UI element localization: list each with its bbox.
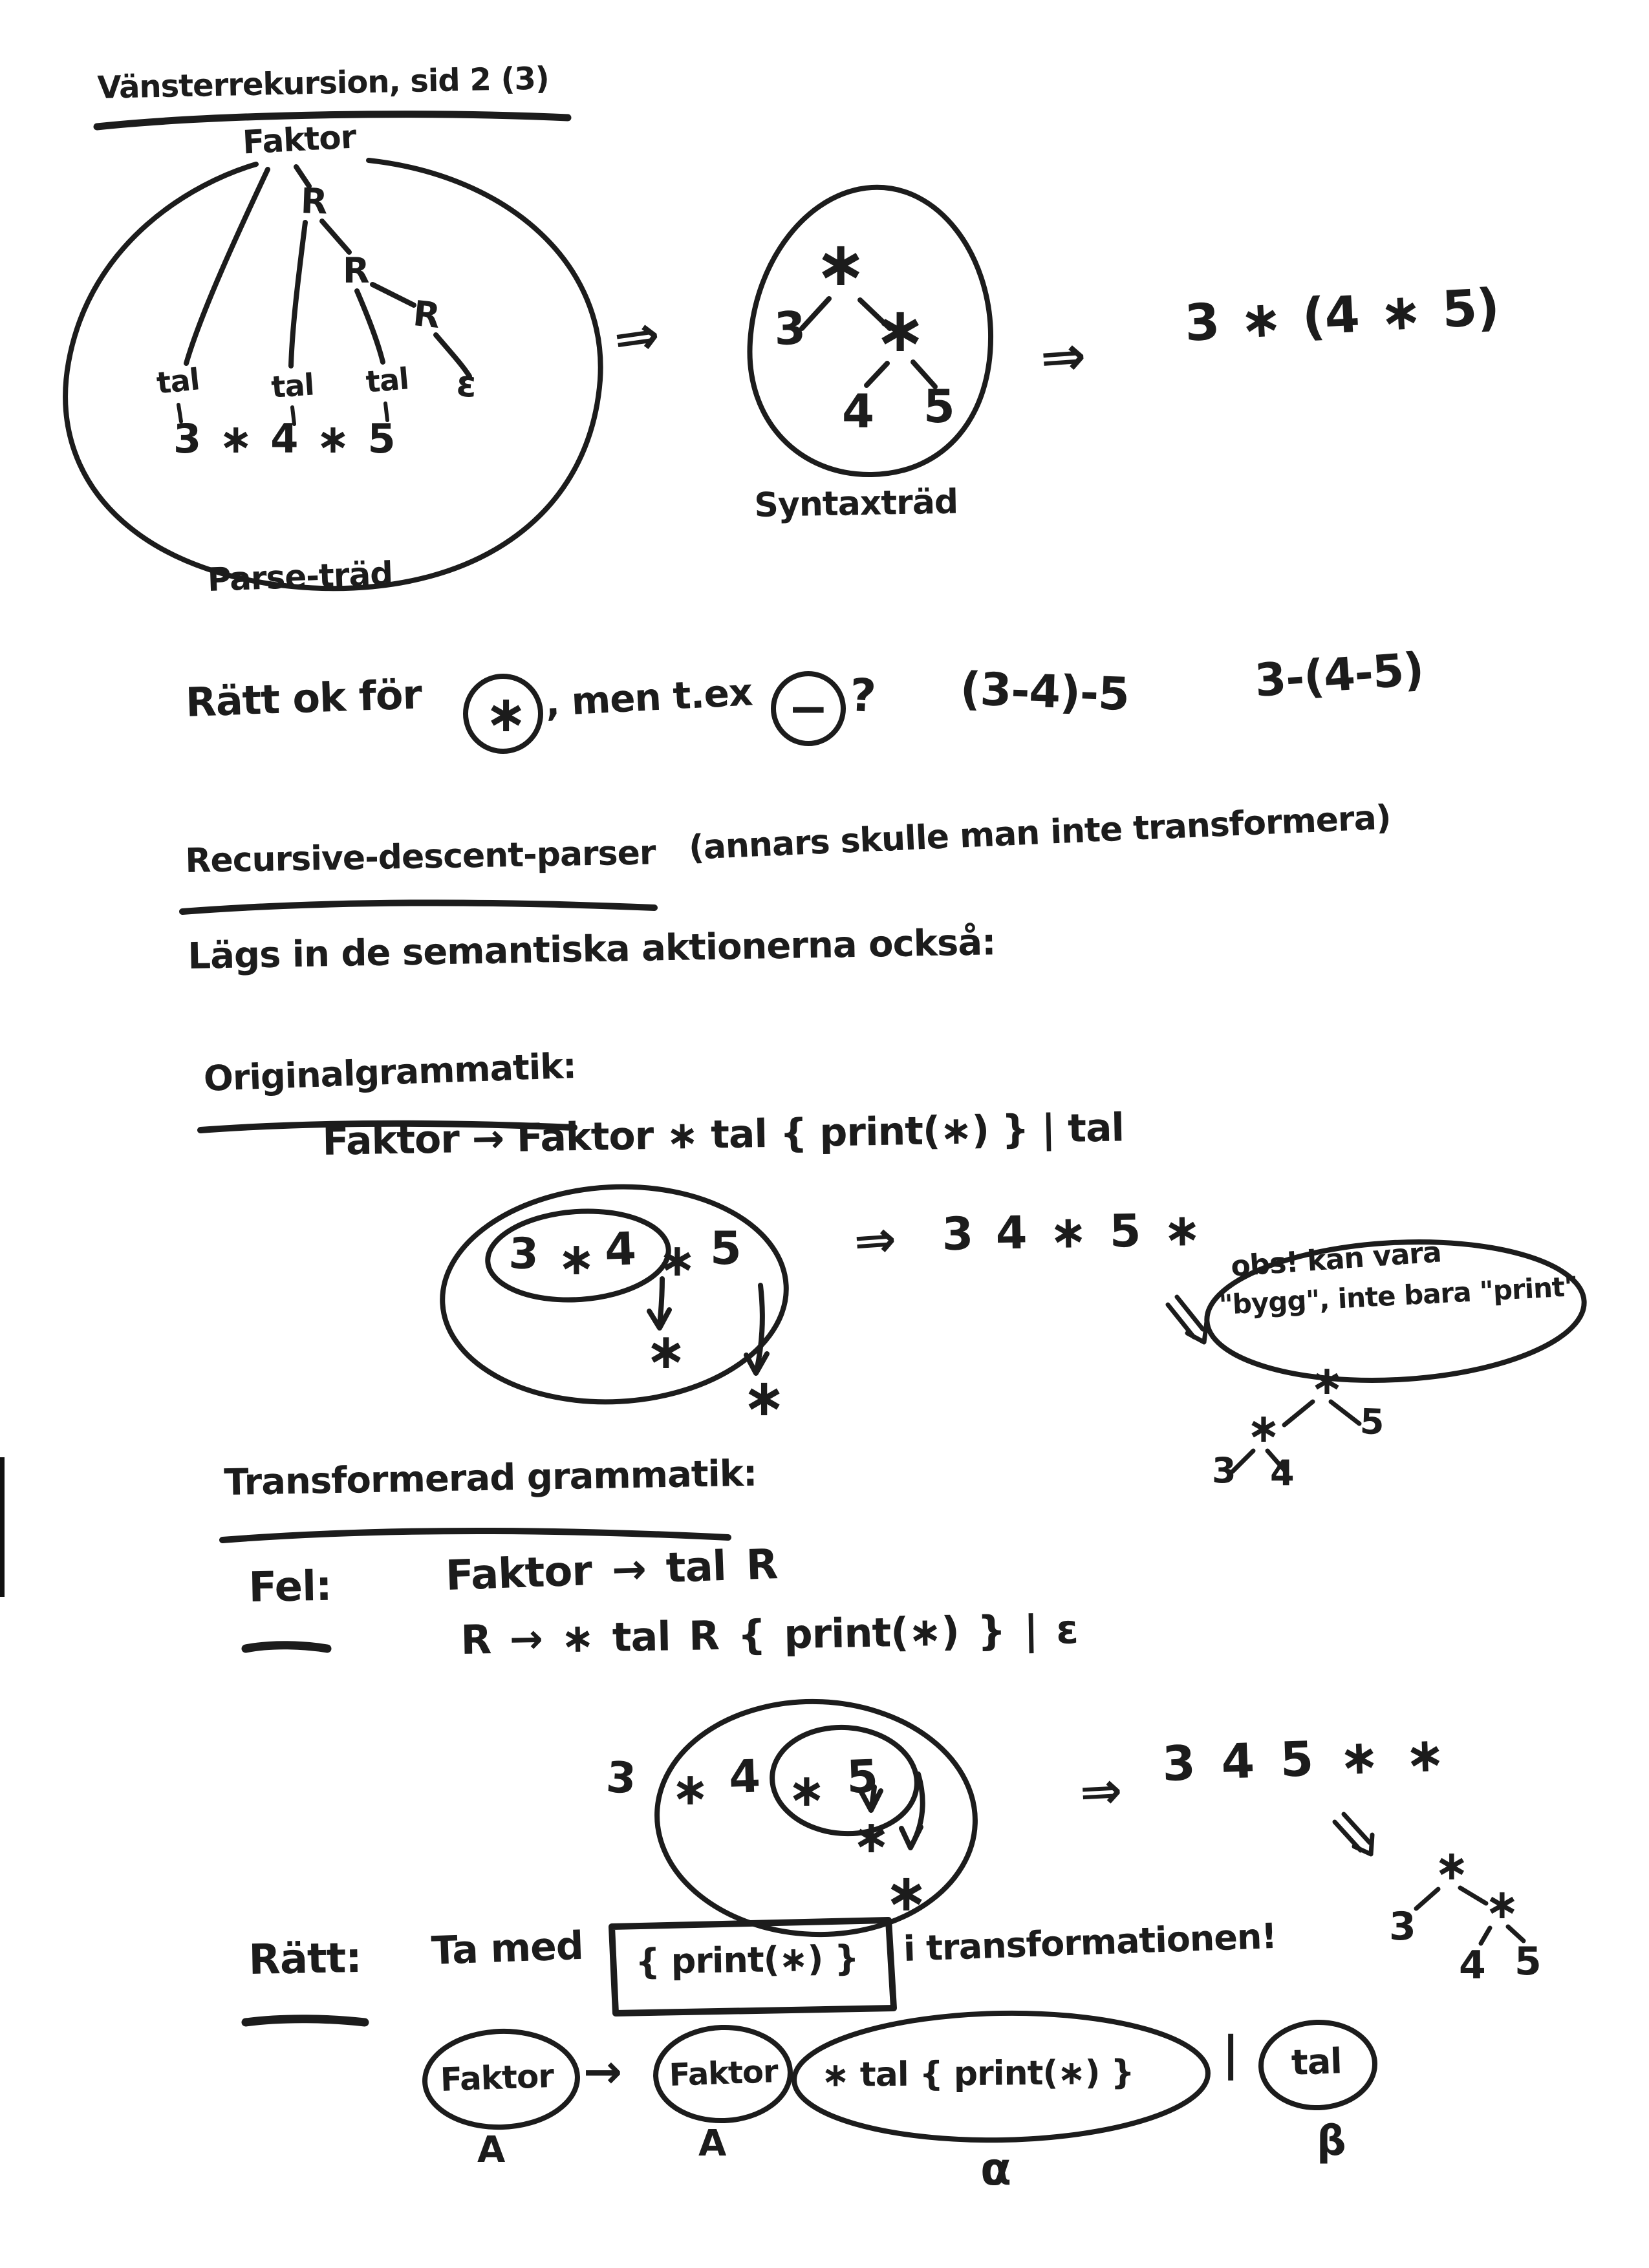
schema-label-alpha: α bbox=[980, 2143, 1011, 2196]
example1-result: 3 4 ∗ 5 ∗ bbox=[941, 1203, 1202, 1261]
example1-token-4: 4 bbox=[603, 1222, 637, 1276]
schema-rhs-head: Faktor bbox=[668, 2053, 779, 2093]
wrong-rule-2: R → ∗ tal R { print(∗) } | ε bbox=[460, 1605, 1079, 1664]
implies-arrow-4: ⇒ bbox=[1078, 1761, 1123, 1822]
parse-tree-drawing bbox=[65, 160, 601, 588]
transformed-grammar-heading: Transformerad grammatik: bbox=[223, 1452, 757, 1504]
parse-root-label: Faktor bbox=[237, 120, 361, 159]
example2-token-4: 4 bbox=[727, 1749, 761, 1804]
example1-dropped-star2: ∗ bbox=[742, 1367, 786, 1428]
parser-heading: Recursive-descent-parser bbox=[184, 833, 656, 881]
parse-r1-label: R bbox=[299, 180, 328, 222]
schema-lhs: Faktor bbox=[439, 2057, 554, 2099]
parser-line: Lägs in de semantiska aktionerna också: bbox=[187, 921, 997, 978]
bubble-tree-root-op: ∗ bbox=[1310, 1356, 1343, 1404]
page-title: Vänsterrekursion, sid 2 (3) bbox=[96, 60, 550, 106]
assoc-circled-star: ∗ bbox=[485, 685, 527, 744]
example2-token-5: 5 bbox=[845, 1749, 879, 1804]
parse-epsilon-label: ε bbox=[455, 363, 478, 406]
parse-tal3-label: tal bbox=[364, 361, 410, 400]
expression-result: 3 ∗ (4 ∗ 5) bbox=[1183, 278, 1501, 353]
parse-tal1-label: tal bbox=[155, 361, 201, 401]
correct-pre-text: Ta med bbox=[430, 1923, 584, 1974]
note-bubble-line2: "bygg", inte bara "print" bbox=[1218, 1270, 1579, 1321]
syntax-root-op: ∗ bbox=[815, 228, 867, 300]
example1-token-star2: ∗ bbox=[658, 1234, 696, 1287]
example1-dropped-star1: ∗ bbox=[645, 1322, 686, 1380]
original-grammar-heading: Originalgrammatik: bbox=[202, 1045, 577, 1099]
bubble-tree-leaf-5: 5 bbox=[1359, 1401, 1385, 1443]
example2-token-star1: ∗ bbox=[671, 1762, 709, 1815]
implies-arrow-1: ⇒ bbox=[610, 302, 663, 372]
note-bubble-line1: obs! kan vara bbox=[1229, 1236, 1443, 1283]
example2-token-3: 3 bbox=[605, 1752, 638, 1804]
example2-tree-leaf-5: 5 bbox=[1514, 1939, 1541, 1984]
wrong-rule-1: Faktor → tal R bbox=[444, 1541, 779, 1600]
correct-label: Rätt: bbox=[248, 1934, 362, 1984]
implies-arrow-2: ⇒ bbox=[1038, 323, 1088, 390]
schema-label-a2: A bbox=[698, 2123, 726, 2165]
schema-label-a1: A bbox=[477, 2129, 505, 2171]
syntax-tree-caption: Syntaxträd bbox=[753, 482, 958, 525]
original-grammar-rule: Faktor → Faktor ∗ tal { print(∗) } | tal bbox=[321, 1105, 1125, 1164]
parser-note: (annars skulle man inte transformera) bbox=[687, 798, 1392, 868]
bubble-tree-leaf-4: 4 bbox=[1270, 1453, 1294, 1493]
parse-tree-caption: Parse-träd bbox=[206, 555, 393, 599]
correct-post-text: i transformationen! bbox=[902, 1915, 1277, 1969]
syntax-left-leaf: 3 bbox=[773, 301, 806, 356]
example2-tree-right-op: ∗ bbox=[1485, 1881, 1519, 1929]
assoc-question-mark: ? bbox=[848, 669, 877, 723]
assoc-left-expr: (3-4)-5 bbox=[959, 662, 1130, 722]
example1-token-star1: ∗ bbox=[557, 1232, 595, 1285]
syntax-mid-left-leaf: 4 bbox=[842, 384, 874, 438]
parse-tal2-label: tal bbox=[270, 367, 316, 405]
example2-result: 3 4 5 ∗ ∗ bbox=[1161, 1726, 1446, 1792]
assoc-lead-text: Rätt ok för bbox=[184, 670, 423, 726]
example2-dropped-star1: ∗ bbox=[852, 1810, 890, 1863]
example2-token-star2: ∗ bbox=[788, 1764, 825, 1817]
implies-arrow-3: ⇒ bbox=[852, 1210, 898, 1271]
assoc-circled-minus: − bbox=[788, 679, 828, 737]
example2-tree-leaf-3: 3 bbox=[1389, 1904, 1416, 1949]
assoc-mid-text: , men t.ex bbox=[544, 670, 753, 725]
schema-label-beta: β bbox=[1317, 2117, 1346, 2165]
correct-boxed-action: { print(∗) } bbox=[634, 1937, 859, 1982]
assoc-right-expr: 3-(4-5) bbox=[1253, 642, 1425, 707]
bubble-tree-left-op: ∗ bbox=[1247, 1404, 1280, 1451]
example2-tree-leaf-4: 4 bbox=[1459, 1943, 1485, 1988]
example1-token-3: 3 bbox=[508, 1228, 539, 1279]
scan-artifact bbox=[0, 1457, 5, 1597]
syntax-mid-right-leaf: 5 bbox=[923, 380, 954, 433]
example2-dropped-star2: ∗ bbox=[885, 1863, 928, 1923]
schema-beta-body: tal bbox=[1290, 2040, 1342, 2083]
parse-r2-label: R bbox=[343, 250, 369, 291]
bubble-tree-leaf-3: 3 bbox=[1212, 1450, 1236, 1491]
schema-bar: | bbox=[1222, 2026, 1239, 2081]
schema-arrow: → bbox=[583, 2044, 622, 2099]
wrong-label: Fel: bbox=[248, 1562, 332, 1612]
example2-tree-root-op: ∗ bbox=[1434, 1842, 1469, 1890]
parse-r3-label: R bbox=[411, 293, 442, 336]
schema-alpha-body: ∗ tal { print(∗) } bbox=[821, 2053, 1134, 2095]
example1-token-5: 5 bbox=[710, 1222, 741, 1275]
parse-expression: 3 ∗ 4 ∗ 5 bbox=[173, 415, 395, 462]
syntax-mid-op: ∗ bbox=[874, 294, 926, 366]
